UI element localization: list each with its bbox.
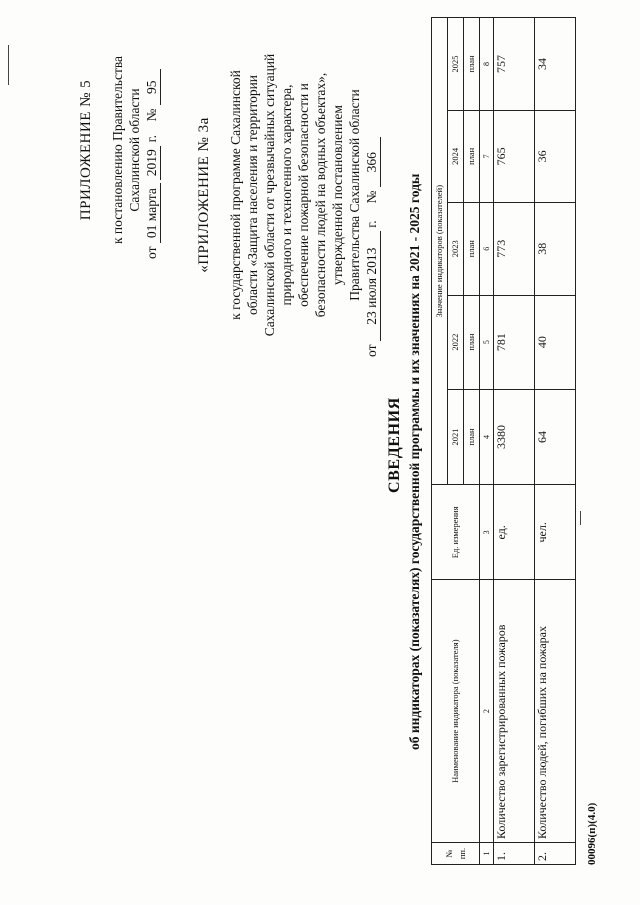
table-header-row (432, 18, 448, 865)
appendix-3a-line: к государственной программе Сахалинской (228, 70, 243, 320)
unit: ед. (494, 485, 535, 580)
col-header-no: № пп. (432, 843, 480, 865)
appendix-3a-line: безопасности людей на водных объектах», (313, 72, 328, 318)
appendix-5-block (78, 35, 161, 265)
appendix-5-date-line (143, 35, 161, 265)
appendix-5-title: ПРИЛОЖЕНИЕ № 5 (78, 79, 94, 221)
column-number: 3 (480, 485, 494, 580)
value-2023: 38 (535, 202, 576, 295)
number-label: № (364, 190, 379, 204)
value-2021: 64 (535, 389, 576, 485)
value-2022: 40 (535, 295, 576, 389)
row-number: 2. (535, 843, 576, 865)
year-suffix: г. (144, 135, 159, 143)
scan-mark (8, 45, 9, 85)
plan-header: план (464, 110, 480, 202)
appendix-3a-line: природного и техногенного характера, (279, 84, 294, 306)
from-label: от (144, 246, 159, 259)
date-day-month: 01 марта (143, 183, 161, 243)
indicator-name: Количество зарегистрированных пожаров (494, 580, 535, 843)
year-header: 2025 (448, 18, 464, 111)
plan-header: план (464, 389, 480, 485)
indicators-table (431, 17, 576, 865)
col-header-unit: Ед. измерения (432, 485, 480, 580)
document-subheading: об индикаторах (показателях) государственной программы и их значениях на 2021 - 2025 годы (407, 173, 422, 750)
appendix-3a-title: «ПРИЛОЖЕНИЕ № 3а (196, 117, 212, 273)
appendix-3a-line: обеспечение пожарной безопасности и (296, 83, 311, 307)
column-number: 7 (480, 110, 494, 202)
col-header-name: Наименование индикатора (показателя) (432, 580, 480, 843)
year-header: 2023 (448, 202, 464, 295)
plan-header: план (464, 295, 480, 389)
appendix-3a-line: Сахалинской области от чрезвычайных ситуаций (262, 53, 277, 337)
value-2025: 757 (494, 18, 535, 111)
unit: чел. (535, 485, 576, 580)
number-label: № (144, 108, 159, 122)
document-code: 00096(п)(4.0) (586, 802, 598, 865)
from-label: от (364, 344, 379, 357)
column-number: 8 (480, 18, 494, 111)
plan-header: план (464, 18, 480, 111)
document-heading: СВЕДЕНИЯ (386, 397, 403, 493)
row-number: 1. (494, 843, 535, 865)
year-suffix: г. (364, 220, 379, 228)
value-2022: 781 (494, 295, 535, 389)
year-header: 2021 (448, 389, 464, 485)
year-header: 2024 (448, 110, 464, 202)
value-2023: 773 (494, 202, 535, 295)
appendix-3a-line: области «Защита населения и территории (245, 74, 260, 316)
col-header-values: Значение индикаторов (показателей) (432, 18, 448, 485)
year-header: 2022 (448, 295, 464, 389)
column-number: 4 (480, 389, 494, 485)
value-2024: 765 (494, 110, 535, 202)
scan-mark (580, 511, 581, 525)
table-row (494, 18, 535, 865)
value-2024: 36 (535, 110, 576, 202)
appendix-3a-line: утвержденной постановлением (330, 105, 345, 285)
indicator-name: Количество людей, погибших на пожарах (535, 580, 576, 843)
column-number: 5 (480, 295, 494, 389)
appendix-3a-block (196, 25, 381, 365)
table-column-numbers-row (480, 18, 494, 865)
table-row (535, 18, 576, 865)
appendix-3a-date: 23 июля 2013 (363, 231, 381, 341)
appendix-3a-line: Правительства Сахалинской области (347, 89, 362, 301)
appendix-5-line1: к постановлению Правительства (110, 55, 125, 245)
column-number: 6 (480, 202, 494, 295)
appendix-3a-number: 366 (363, 137, 381, 187)
column-number: 1 (480, 843, 494, 865)
plan-header: план (464, 202, 480, 295)
date-year: 2019 (143, 146, 161, 180)
appendix-3a-date-line (363, 25, 381, 365)
value-2025: 34 (535, 18, 576, 111)
value-2021: 3380 (494, 389, 535, 485)
appendix-5-line2: Сахалинской области (127, 88, 142, 212)
appendix-5-number: 95 (143, 69, 161, 105)
column-number: 2 (480, 580, 494, 843)
